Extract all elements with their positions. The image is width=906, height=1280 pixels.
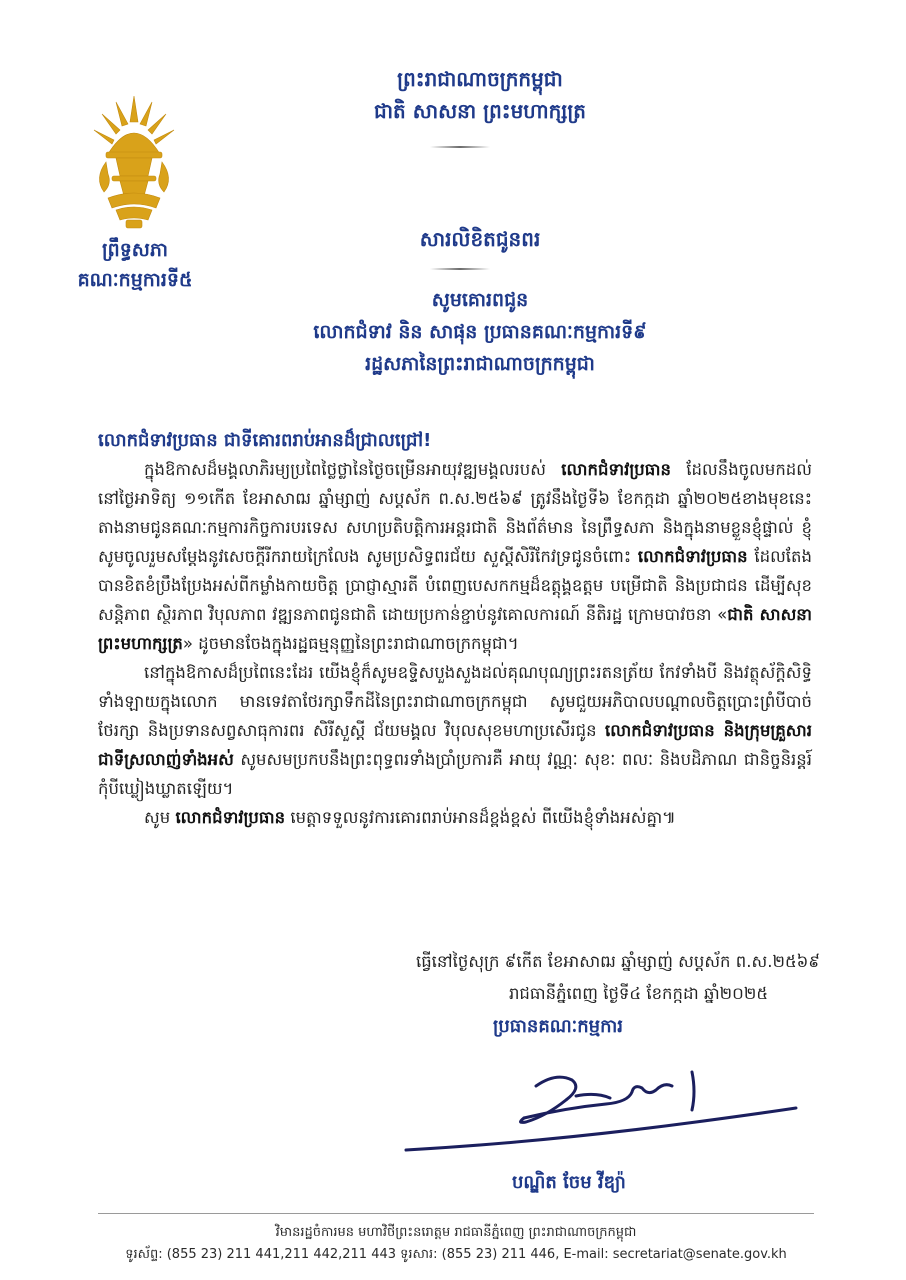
recipient-org: រដ្ឋសភានៃព្រះរាជាណាចក្រកម្ពុជា: [365, 353, 595, 375]
institution-name: ព្រឹទ្ធសភា: [102, 239, 168, 261]
paragraph-1: ក្នុងឱកាសដ៏មង្គលាភិរម្យប្រពៃថ្លៃថ្លានៃថ្ងៃចម្រើនអាយុវឌ្ឍមង្គលរបស់ លោកជំទាវប្រធាន ដែលនឹងចូលមកដល់នៅថ្ងៃអាទិត្យ ១១កើត ខែអាសាឍ ឆ្នាំម្សាញ់ សប្តស័ក ព.ស.២៥៦៩ ត្រូវនឹងថ្ងៃទី៦ ខែកក្កដា ឆ្នាំ២០២៥ខាងមុខនេះ តាងនាមជូនគណៈកម្មការកិច្ចការបរទេស សហប្រតិបត្តិការអន្តរជាតិ និងព័ត៌មាន នៃព្រឹទ្ធសភា និងក្នុងនាមខ្លួនខ្ញុំផ្ទាល់ ខ្ញុំសូមចូលរួមសម្តែងនូវសេចក្តីរីករាយក្រៃលែង សូមប្រសិទ្ធពរជ័យ សួស្តីសិរីកែវទ្រជូនចំពោះ លោកជំទាវប្រធាន ដែលតែងបានខិតខំប្រឹងប្រែងអស់ពីកម្លាំងកាយចិត្ត ប្រាជ្ញាស្មារតី បំពេញបេសកកម្មដ៏ឧត្តុង្គឧត្តម បម្រើជាតិ និងប្រជាជន ដើម្បីសុខសន្តិភាព ស្ថិរភាព វិបុលភាព វឌ្ឍនភាពជូនជាតិ ដោយប្រកាន់ខ្ជាប់នូវគោលការណ៍ នីតិរដ្ឋ ក្រោមបាវចនា «ជាតិ សាសនា ព្រះមហាក្សត្រ» ដូចមានចែងក្នុងរដ្ឋធម្មនុញ្ញនៃព្រះរាជាណាចក្រកម្ពុជា។: [98, 460, 812, 653]
footer-rule: [98, 1213, 814, 1214]
title-divider: [430, 268, 490, 270]
paragraph-2: នៅក្នុងឱកាសដ៏ប្រពៃនេះដែរ យើងខ្ញុំក៏សូមឧទ្ទិសបួងសួងដល់គុណបុណ្យព្រះរតនត្រ័យ កែវទាំងបី និងវត្ថុស័ក្តិសិទ្ធិទាំងឡាយក្នុងលោក មានទេវតាថែរក្សាទឹកដីនៃព្រះរាជាណាចក្រកម្ពុជា សូមជួយអភិបាលបណ្តាលចិត្តប្រោះព្រំបីបាច់ថែរក្សា និងប្រទានសព្វសាធុការពរ សិរីសួស្តី ជ័យមង្គល វិបុលសុខមហាប្រសើរជូន លោកជំទាវប្រធាន និងក្រុមគ្រួសារជាទីស្រលាញ់ទាំងអស់ សូមសមប្រកបនឹងព្រះពុទ្ធពរទាំងប្រាំប្រការគឺ អាយុ វណ្ណៈ សុខៈ ពលៈ និងបដិភាណ ជានិច្ចនិរន្តរ៍កុំបីឃ្លៀងឃ្លាតឡើយ។: [98, 663, 812, 798]
handwritten-signature: [396, 1062, 800, 1158]
signatory-title: ប្រធានគណៈកម្មការ: [493, 1016, 623, 1037]
national-motto: ជាតិ សាសនា ព្រះមហាក្សត្រ: [374, 99, 586, 123]
signer-name: បណ្ឌិត ចែម វីឌ្យ៉ា: [512, 1172, 626, 1193]
letter-title: សារលិខិតជូនពរ: [419, 227, 541, 251]
letter-body: [98, 426, 812, 832]
paragraph-3: សូម លោកជំទាវប្រធាន មេត្តាទទួលនូវការគោរពរាប់អានដ៏ខ្ពង់ខ្ពស់ ពីយើងខ្ញុំទាំងអស់គ្នា៕: [144, 808, 676, 827]
date-solar: រាជធានីភ្នំពេញ ថ្ងៃទី៤ ខែកក្កដា ឆ្នាំ២០២៥: [508, 984, 768, 1003]
footer-contact: ទូរស័ព្ទ: (855 23) 211 441,211 442,211 443 ទូរសារ: (855 23) 211 446, E-mail: secretariat@senate.gov.kh: [125, 1247, 787, 1262]
header-divider: [430, 146, 490, 148]
senate-emblem-icon: [86, 92, 182, 232]
recipient-name: លោកជំទាវ និន សាផុន ប្រធានគណៈកម្មការទី៩: [313, 321, 647, 343]
salutation: លោកជំទាវប្រធាន ជាទីគោរពរាប់អានដ៏ជ្រាលជ្រៅ!: [98, 430, 432, 451]
commission-name: គណៈកម្មការទី៥: [77, 269, 193, 291]
date-lunar: ធ្វើនៅថ្ងៃសុក្រ ៩កើត ខែអាសាឍ ឆ្នាំម្សាញ់ សប្តស័ក ព.ស.២៥៦៩: [415, 952, 820, 971]
kingdom-title: ព្រះរាជាណាចក្រកម្ពុជា: [397, 67, 563, 91]
footer-address: វិមានរដ្ឋចំការមន មហាវិថីព្រះនរោត្តម រាជធានីភ្នំពេញ ព្រះរាជាណាចក្រកម្ពុជា: [275, 1225, 637, 1240]
recipient-intro: សូមគោរពជូន: [431, 289, 529, 311]
